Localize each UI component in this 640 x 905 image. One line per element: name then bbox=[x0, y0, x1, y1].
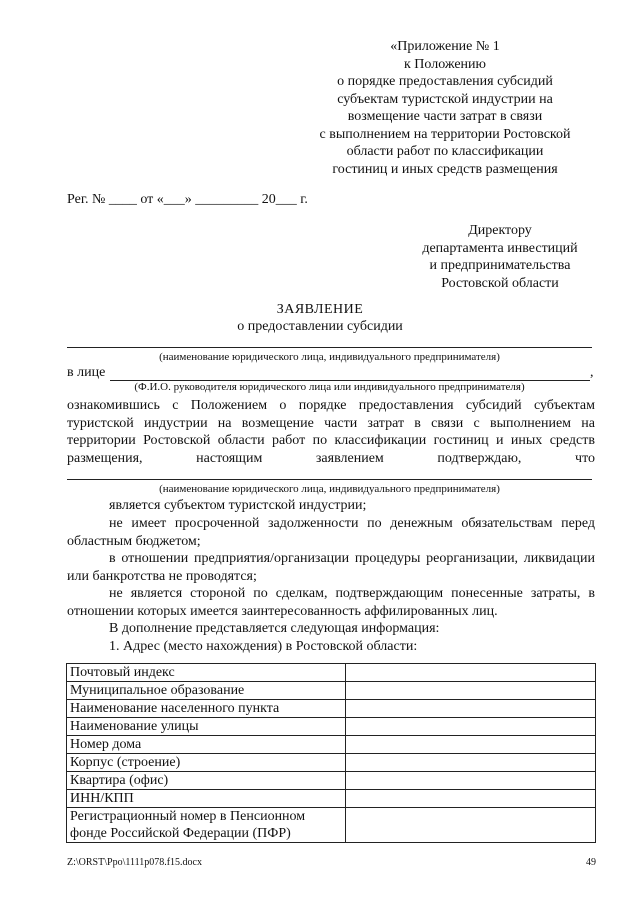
row-value-cell[interactable] bbox=[346, 664, 596, 682]
statement-1: является субъектом туристской индустрии; bbox=[109, 498, 367, 513]
annex-heading bbox=[300, 38, 590, 178]
table-row bbox=[67, 772, 596, 790]
footer-page-number: 49 bbox=[586, 857, 596, 868]
row-value-cell[interactable] bbox=[346, 772, 596, 790]
entity-name-fill-line[interactable] bbox=[67, 347, 592, 348]
annex-line: к Положению bbox=[403, 56, 486, 72]
intro-paragraph: ознакомившись с Положением о порядке предоставления субсидий субъектам туристской индустрии на возмещение части затрат в связи с выполнением на территории Ростовской области работ по классификации гостиниц и иных средств размещения, настоящим заявлением подтверждаю, что bbox=[67, 398, 595, 466]
table-row bbox=[67, 718, 596, 736]
statement-2: не имеет просроченной задолженности по денежным обязательствам перед областным бюджетом; bbox=[67, 516, 595, 549]
row-label: Наименование населенного пункта bbox=[67, 700, 346, 718]
addressee-block bbox=[400, 222, 600, 292]
annex-line: субъектам туристской индустрии на bbox=[337, 91, 553, 107]
row-value-cell[interactable] bbox=[346, 790, 596, 808]
table-row bbox=[67, 682, 596, 700]
table-row bbox=[67, 808, 596, 843]
row-value-cell[interactable] bbox=[346, 718, 596, 736]
document-subtitle: о предоставлении субсидии bbox=[237, 319, 403, 334]
row-label: Почтовый индекс bbox=[67, 664, 346, 682]
additional-info-heading: В дополнение представляется следующая информация: bbox=[109, 621, 440, 636]
comma: , bbox=[590, 365, 594, 380]
addressee-line: департамента инвестиций bbox=[422, 240, 578, 256]
statement-3: в отношении предприятия/организации процедуры реорганизации, ликвидации или банкротства не проводятся; bbox=[67, 551, 595, 584]
registration-line: Рег. № ____ от «___» _________ 20___ г. bbox=[67, 192, 308, 207]
in-person-label: в лице bbox=[67, 365, 106, 380]
row-label: Наименование улицы bbox=[67, 718, 346, 736]
addressee-line: и предпринимательства bbox=[429, 258, 571, 273]
row-value-cell[interactable] bbox=[346, 682, 596, 700]
annex-line: с выполнением на территории Ростовской bbox=[319, 126, 571, 142]
table-row bbox=[67, 700, 596, 718]
table-row bbox=[67, 754, 596, 772]
annex-line: возмещение части затрат в связи bbox=[347, 109, 543, 124]
row-label: Квартира (офис) bbox=[67, 772, 346, 790]
person-name-caption: (Ф.И.О. руководителя юридического лица или индивидуального предпринимателя) bbox=[134, 381, 525, 393]
table-row bbox=[67, 790, 596, 808]
row-value-cell[interactable] bbox=[346, 700, 596, 718]
row-value-cell[interactable] bbox=[346, 736, 596, 754]
addressee-line: Директору bbox=[468, 223, 532, 238]
document-title: ЗАЯВЛЕНИЕ bbox=[276, 302, 364, 317]
table-row bbox=[67, 736, 596, 754]
annex-line: «Приложение № 1 bbox=[390, 39, 500, 54]
entity-name-fill-line-2[interactable] bbox=[67, 479, 592, 480]
entity-name-caption-2: (наименование юридического лица, индивидуального предпринимателя) bbox=[159, 483, 500, 495]
addressee-line: Ростовской области bbox=[441, 275, 559, 291]
annex-line: гостиниц и иных средств размещения bbox=[332, 161, 558, 177]
row-label: ИНН/КПП bbox=[67, 790, 346, 808]
row-value-cell[interactable] bbox=[346, 808, 596, 843]
annex-line: области работ по классификации bbox=[346, 144, 544, 159]
row-value-cell[interactable] bbox=[346, 754, 596, 772]
section-1-heading: 1. Адрес (место нахождения) в Ростовской области: bbox=[109, 639, 418, 654]
address-table bbox=[66, 663, 596, 843]
annex-line: о порядке предоставления субсидий bbox=[337, 74, 553, 89]
statement-4: не является стороной по сделкам, подтверждающим понесенные затраты, в отношении которых имеется заинтересованность аффилированных лиц. bbox=[67, 586, 595, 619]
row-label: Муниципальное образование bbox=[67, 682, 346, 700]
entity-name-caption: (наименование юридического лица, индивидуального предпринимателя) bbox=[159, 351, 500, 363]
footer-file-path: Z:\ORST\Ppo\1111p078.f15.docx bbox=[67, 857, 202, 868]
row-label: Номер дома bbox=[67, 736, 346, 754]
row-label: Регистрационный номер в Пенсионном фонде Российской Федерации (ПФР) bbox=[67, 808, 346, 843]
table-row bbox=[67, 664, 596, 682]
row-label: Корпус (строение) bbox=[67, 754, 346, 772]
